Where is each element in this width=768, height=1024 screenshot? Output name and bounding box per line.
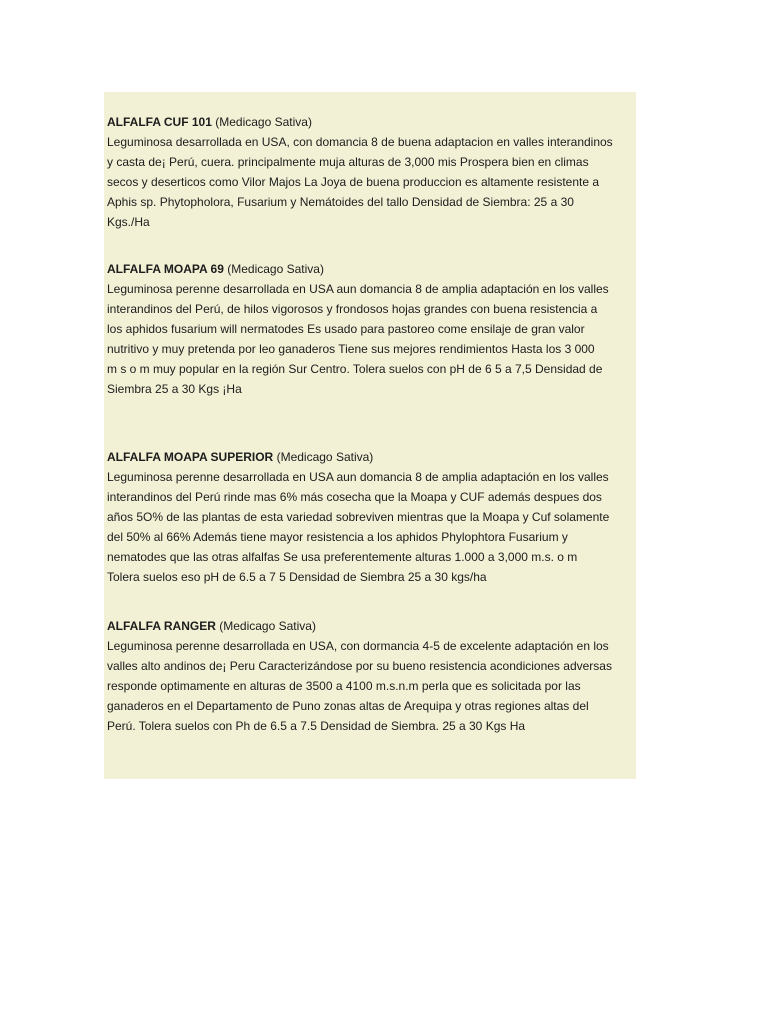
body-line: nutritivo y muy pretenda por leo ganaderos Tiene sus mejores rendimientos Hasta los 3 000 (107, 342, 595, 356)
body-line: Leguminosa perenne desarrollada en USA aun domancia 8 de amplia adaptación en los valles (107, 470, 609, 484)
section-alfalfa-moapa-superior (107, 447, 633, 587)
section-title (107, 616, 633, 636)
section-alfalfa-ranger (107, 616, 633, 736)
body-line: y casta de¡ Perú, cuera. principalmente muja alturas de 3,000 mis Prospera bien en climas (107, 155, 589, 169)
body-line: responde optimamente en alturas de 3500 a 4100 m.s.n.m perla que es solicitada por las (107, 679, 581, 693)
body-line: Leguminosa desarrollada en USA, con domancia 8 de buena adaptacion en valles interandinos (107, 135, 613, 149)
body-line: ganaderos en el Departamento de Puno zonas altas de Arequipa y otras regiones altas del (107, 699, 589, 713)
body-line: m s o m muy popular en la región Sur Centro. Tolera suelos con pH de 6 5 a 7,5 Densidad de (107, 362, 603, 376)
title-species: (Medicago Sativa) (219, 619, 316, 633)
body-line: Kgs./Ha (107, 215, 150, 229)
title-name: ALFALFA MOAPA SUPERIOR (107, 450, 274, 464)
section-title (107, 112, 633, 132)
title-species: (Medicago Sativa) (227, 262, 324, 276)
body-line: Perú. Tolera suelos con Ph de 6.5 a 7.5 Densidad de Siembra. 25 a 30 Kgs Ha (107, 719, 526, 733)
body-line: del 50% al 66% Además tiene mayor resistencia a los aphidos Phylophtora Fusarium y (107, 530, 568, 544)
title-species: (Medicago Sativa) (276, 450, 374, 464)
body-line: los aphidos fusarium will nermatodes Es usado para pastoreo come ensilaje de gran valor (107, 322, 585, 336)
body-line: Siembra 25 a 30 Kgs ¡Ha (107, 382, 242, 396)
body-line: nematodes que las otras alfalfas Se usa preferentemente alturas 1.000 a 3,000 m.s. o m (107, 550, 578, 564)
title-name: ALFALFA MOAPA 69 (107, 262, 224, 276)
body-line: secos y deserticos como Vilor Majos La Joya de buena produccion es altamente resistente a (107, 175, 600, 189)
title-name: ALFALFA CUF 101 (107, 115, 212, 129)
document-panel (104, 92, 636, 779)
section-body (107, 132, 633, 232)
section-alfalfa-cuf-101 (107, 112, 633, 232)
title-name: ALFALFA RANGER (107, 619, 216, 633)
title-species: (Medicago Sativa) (215, 115, 312, 129)
body-line: interandinos del Perú, de hilos vigorosos y frondosos hojas grandes con buena resistencia a (107, 302, 598, 316)
section-alfalfa-moapa-69 (107, 259, 633, 399)
body-line: Aphis sp. Phytopholora, Fusarium y Nemátoides del tallo Densidad de Siembra: 25 a 30 (107, 195, 574, 209)
section-title (107, 259, 633, 279)
section-body (107, 279, 633, 399)
body-line: Tolera suelos eso pH de 6.5 a 7 5 Densidad de Siembra 25 a 30 kgs/ha (107, 570, 487, 584)
body-line: interandinos del Perú rinde mas 6% más cosecha que la Moapa y CUF además despues dos (107, 490, 602, 504)
body-line: Leguminosa perenne desarrollada en USA aun domancia 8 de amplia adaptación en los valles (107, 282, 609, 296)
body-line: años 5O% de las plantas de esta variedad sobreviven mientras que la Moapa y Cuf solamente (107, 510, 610, 524)
section-body (107, 467, 633, 587)
section-title (107, 447, 633, 467)
body-line: valles alto andinos de¡ Peru Caracterizándose por su bueno resistencia acondiciones adversas (107, 659, 612, 673)
body-line: Leguminosa perenne desarrollada en USA, con dormancia 4-5 de excelente adaptación en los (107, 639, 609, 653)
section-body (107, 636, 633, 736)
